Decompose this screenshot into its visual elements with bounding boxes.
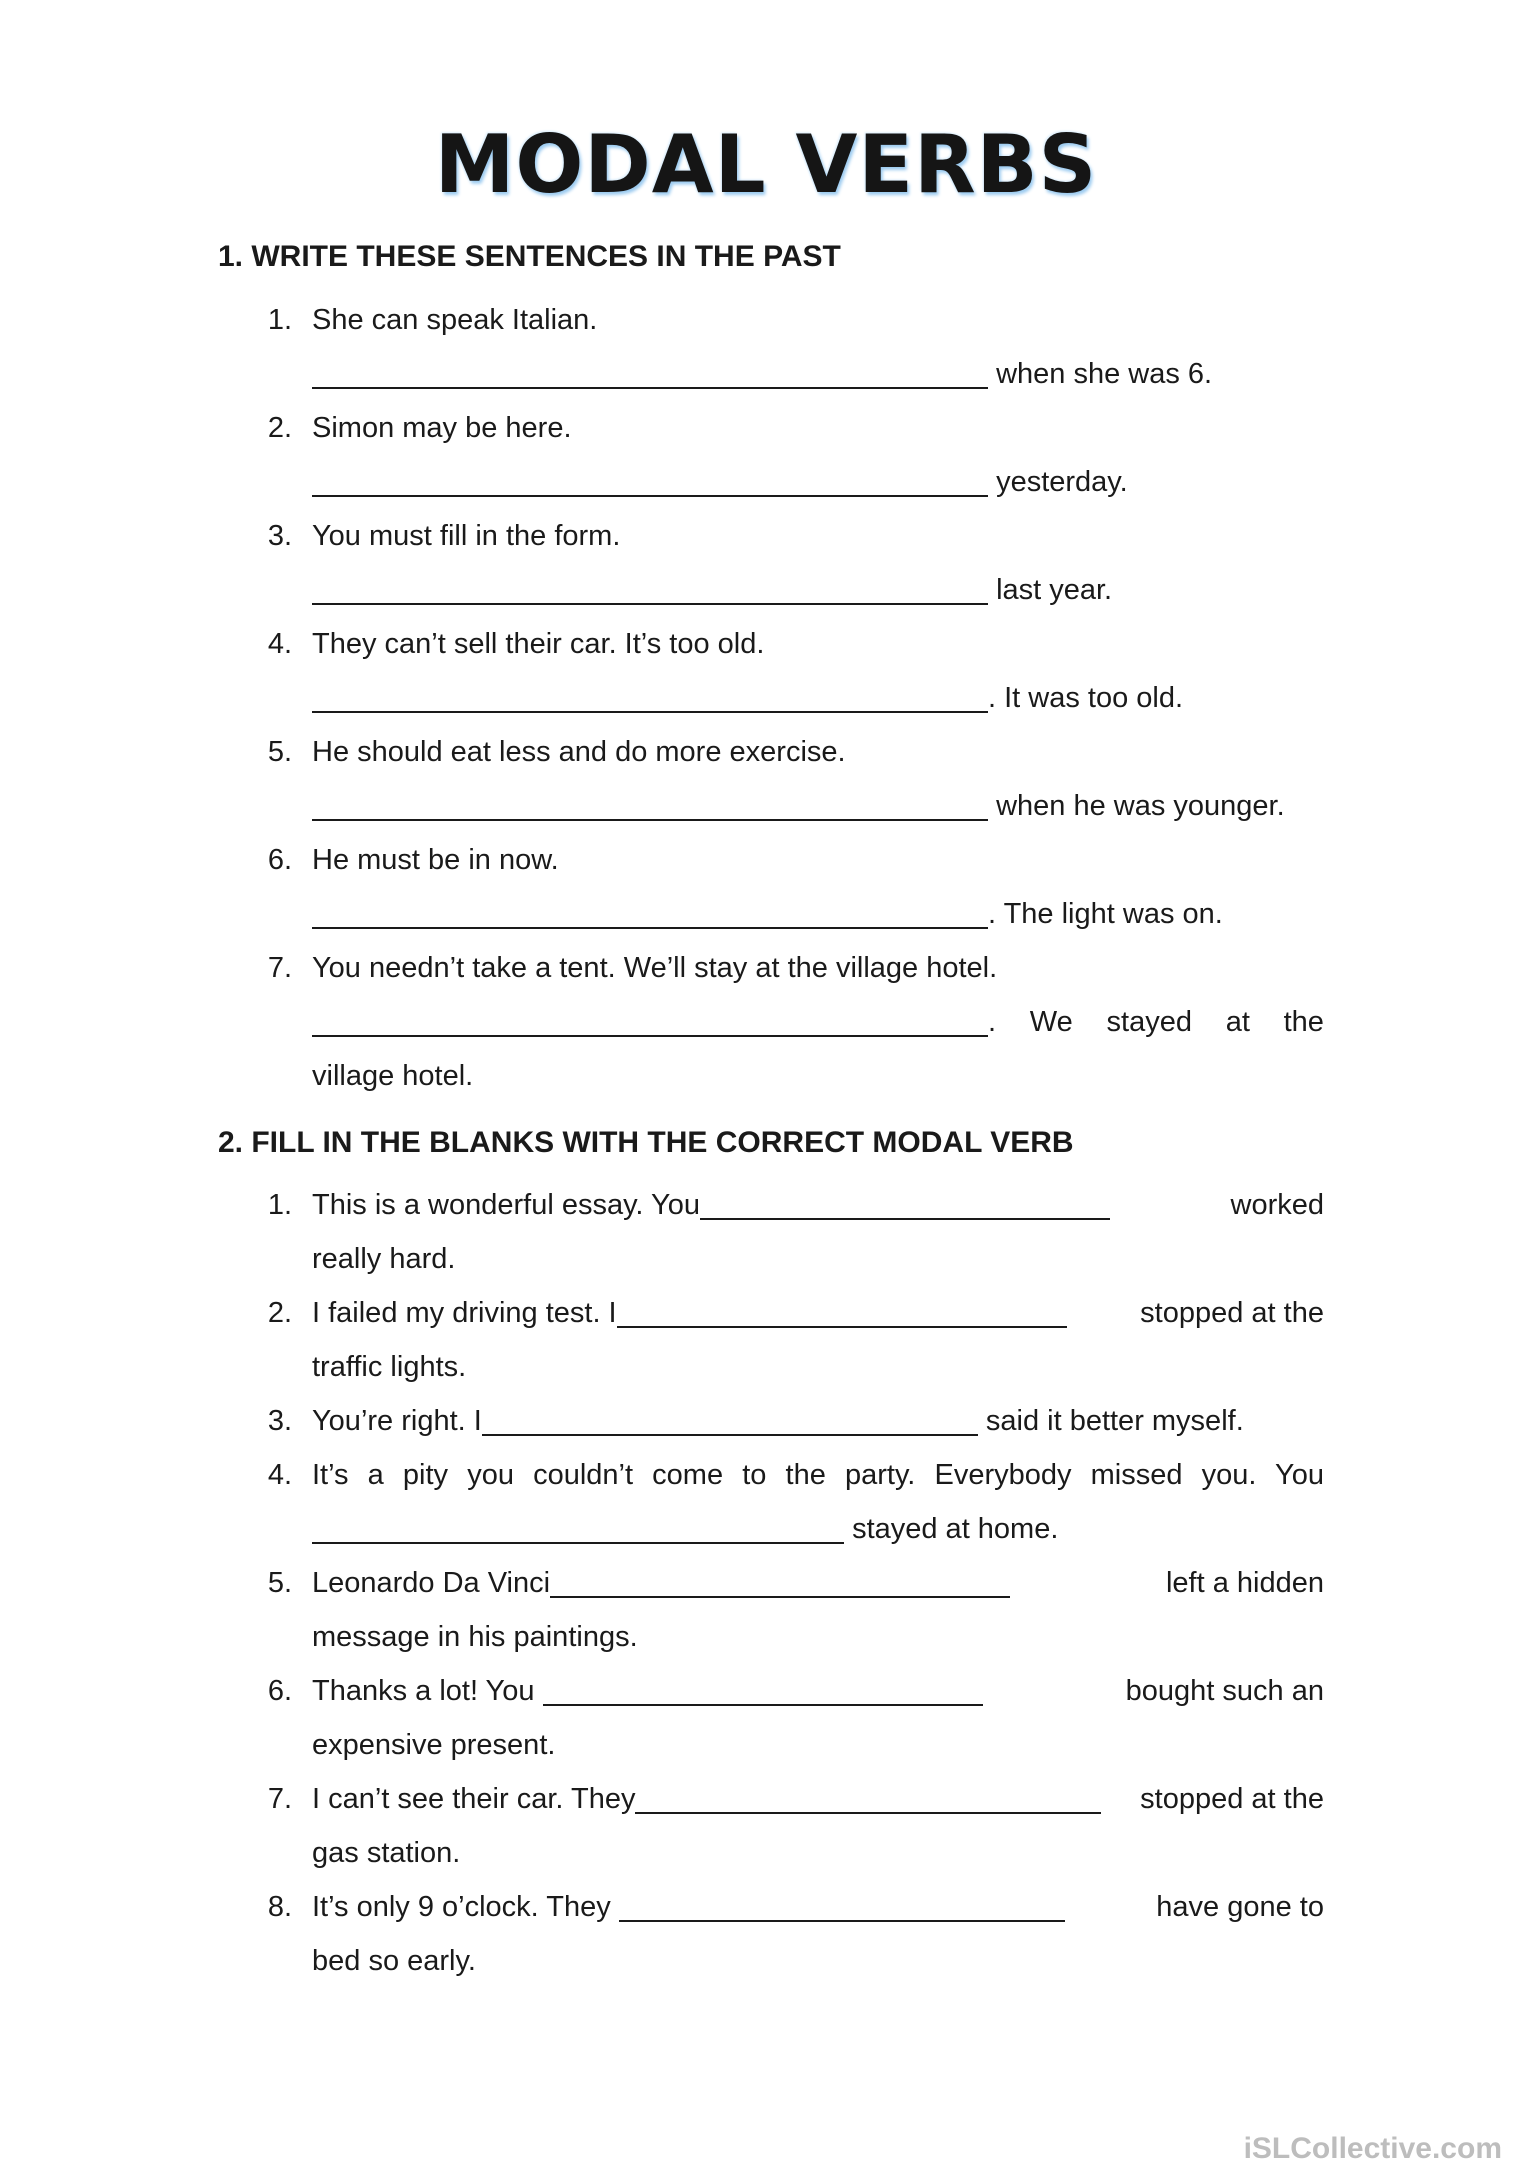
- sentence: He should eat less and do more exercise.: [312, 736, 846, 768]
- item-number: 5.: [267, 736, 292, 768]
- item-number: 2.: [267, 412, 292, 444]
- sentence-continuation: really hard.: [312, 1243, 456, 1275]
- answer-blank[interactable]: [635, 1780, 1101, 1814]
- sentence: I can’t see their car. They stopped at the: [312, 1772, 1324, 1826]
- answer-blank[interactable]: [482, 1402, 978, 1436]
- sentence-ending: . The light was on.: [988, 898, 1223, 930]
- answer-blank[interactable]: [312, 463, 988, 497]
- item-number: 2.: [267, 1297, 292, 1329]
- item-number: 3.: [267, 520, 292, 552]
- answer-blank[interactable]: [312, 1003, 988, 1037]
- answer-line: [312, 995, 1324, 1049]
- answer-line: [312, 779, 1285, 833]
- sentence-ending: We: [1029, 1006, 1073, 1038]
- answer-blank[interactable]: [312, 1510, 844, 1544]
- sentence: This is a wonderful essay. You worked: [312, 1178, 1324, 1232]
- sentence-continuation: gas station.: [312, 1837, 461, 1869]
- answer-blank[interactable]: [312, 787, 988, 821]
- sentence: He must be in now.: [312, 844, 559, 876]
- item-number: 6.: [267, 844, 292, 876]
- sentence-ending: when she was 6.: [996, 358, 1213, 390]
- sentence-ending: at: [1225, 1006, 1250, 1038]
- item-number: 7.: [267, 1783, 292, 1815]
- sentence-ending: last year.: [996, 574, 1113, 606]
- sentence-ending: stayed: [1106, 1006, 1192, 1038]
- item-number: 7.: [267, 952, 292, 984]
- item-number: 1.: [267, 304, 292, 336]
- sentence-ending: .: [988, 1006, 997, 1038]
- sentence: Thanks a lot! You bought such an: [312, 1664, 1324, 1718]
- sentence: They can’t sell their car. It’s too old.: [312, 628, 765, 660]
- sentence: You needn’t take a tent. We’ll stay at the village hotel.: [312, 952, 998, 984]
- answer-blank[interactable]: [550, 1564, 1010, 1598]
- sentence: I failed my driving test. I stopped at the: [312, 1286, 1324, 1340]
- item-number: 4.: [267, 1459, 292, 1491]
- sentence: Simon may be here.: [312, 412, 572, 444]
- answer-line: [312, 455, 1128, 509]
- sentence-continuation: message in his paintings.: [312, 1621, 638, 1653]
- sentence: Leonardo Da Vinci left a hidden: [312, 1556, 1324, 1610]
- answer-line: [312, 671, 1183, 725]
- answer-blank[interactable]: [312, 355, 988, 389]
- answer-blank[interactable]: [312, 895, 988, 929]
- answer-line: [312, 887, 1223, 941]
- answer-blank[interactable]: [312, 571, 988, 605]
- sentence: You’re right. I said it better myself.: [312, 1394, 1244, 1448]
- answer-line: [312, 563, 1112, 617]
- answer-blank[interactable]: [617, 1294, 1067, 1328]
- sentence: It’s a pity you couldn’t come to the party. Everybody missed you. You: [312, 1459, 1324, 1491]
- section-2-heading: 2. FILL IN THE BLANKS WITH THE CORRECT MODAL VERB: [218, 1126, 1074, 1159]
- watermark: iSLCollective.com: [1243, 2132, 1502, 2165]
- answer-blank[interactable]: [312, 679, 988, 713]
- page-title: MODAL VERBS: [434, 118, 1098, 211]
- sentence-continuation: bed so early.: [312, 1945, 476, 1977]
- sentence-ending: when he was younger.: [996, 790, 1285, 822]
- item-number: 1.: [267, 1189, 292, 1221]
- sentence-ending: yesterday.: [996, 466, 1128, 498]
- answer-blank[interactable]: [619, 1888, 1065, 1922]
- item-number: 5.: [267, 1567, 292, 1599]
- answer-blank[interactable]: [543, 1672, 983, 1706]
- sentence-continuation: stayed at home.: [312, 1502, 1058, 1556]
- sentence-continuation: traffic lights.: [312, 1351, 467, 1383]
- sentence-continuation: village hotel.: [312, 1060, 474, 1092]
- item-number: 8.: [267, 1891, 292, 1923]
- sentence: You must fill in the form.: [312, 520, 621, 552]
- sentence-continuation: expensive present.: [312, 1729, 556, 1761]
- sentence: It’s only 9 o’clock. They have gone to: [312, 1880, 1324, 1934]
- item-number: 6.: [267, 1675, 292, 1707]
- section-1-heading: 1. WRITE THESE SENTENCES IN THE PAST: [218, 240, 841, 273]
- sentence-ending: the: [1283, 1006, 1324, 1038]
- sentence: She can speak Italian.: [312, 304, 598, 336]
- item-number: 3.: [267, 1405, 292, 1437]
- sentence-ending: . It was too old.: [988, 682, 1184, 714]
- item-number: 4.: [267, 628, 292, 660]
- answer-blank[interactable]: [700, 1186, 1110, 1220]
- answer-line: [312, 347, 1212, 401]
